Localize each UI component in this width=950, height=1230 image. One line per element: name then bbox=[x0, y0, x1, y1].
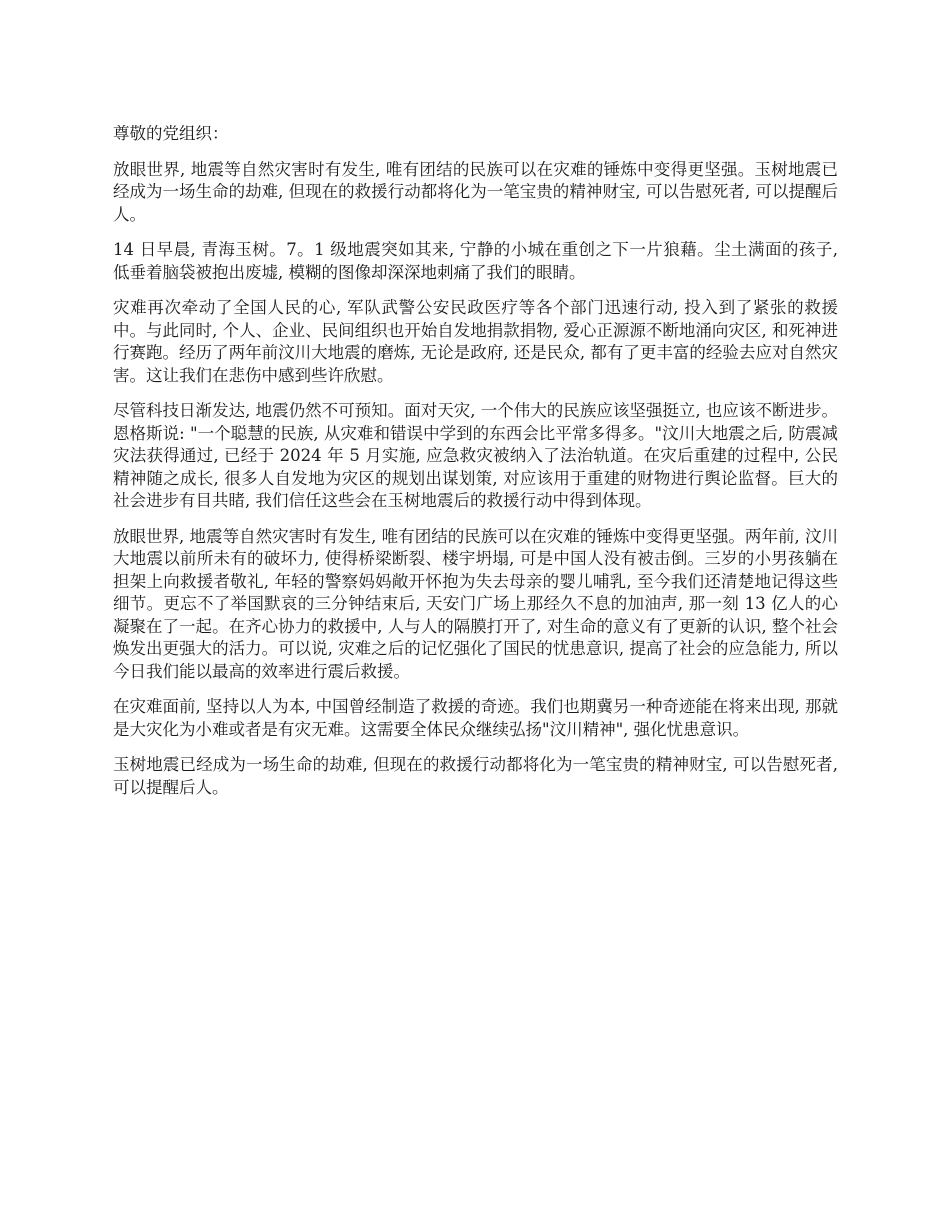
paragraph-1: 放眼世界, 地震等自然灾害时有发生, 唯有团结的民族可以在灾难的锤炼中变得更坚强。玉树地震已经成为一场生命的劫难, 但现在的救援行动都将化为一笔宝贵的精神财宝, 可以告慰死者, 可以提醒后人。 bbox=[113, 159, 838, 224]
paragraph-2: 14 日早晨, 青海玉树。7。1 级地震突如其来, 宁静的小城在重创之下一片狼藉。尘土满面的孩子, 低垂着脑袋被抱出废墟, 模糊的图像却深深地刺痛了我们的眼睛。 bbox=[113, 240, 838, 282]
salutation: 尊敬的党组织： bbox=[113, 124, 229, 143]
paragraph-6: 在灾难面前, 坚持以人为本, 中国曾经制造了救援的奇迹。我们也期冀另一种奇迹能在将来出现, 那就是大灾化为小难或者是有灾无难。这需要全体民众继续弘扬"汶川精神", 强化忧患意识。 bbox=[113, 697, 838, 739]
paragraph-3: 灾难再次牵动了全国人民的心, 军队武警公安民政医疗等各个部门迅速行动, 投入到了紧张的救援中。与此同时, 个人、企业、民间组织也开始自发地捐款捐物, 爱心正源源不断地涌向灾区, 和死神进行赛跑。经历了两年前汶川大地震的磨炼, 无论是政府, 还是民众, 都有了更丰富的经验去应对自然灾害。这让我们在悲伤中感到些许欣慰。 bbox=[113, 298, 838, 385]
paragraph-4: 尽管科技日渐发达, 地震仍然不可预知。面对天灾, 一个伟大的民族应该坚强挺立, 也应该不断进步。恩格斯说: "一个聪慧的民族, 从灾难和错误中学到的东西会比平常多得多。"汶川大地震之后, 防震减灾法获得通过, 已经于 2024 年 5 月实施, 应急救灾被纳入了法治轨道。在灾后重建的过程中, 公民精神随之成长, 很多人自发地为灾区的规划出谋划策, 对应该用于重建的财物进行舆论监督。巨大的社会进步有目共睹, 我们信任这些会在玉树地震后的救援行动中得到体现。 bbox=[113, 401, 838, 510]
paragraph-7: 玉树地震已经成为一场生命的劫难, 但现在的救援行动都将化为一笔宝贵的精神财宝, 可以告慰死者, 可以提醒后人。 bbox=[113, 755, 838, 797]
paragraph-5: 放眼世界, 地震等自然灾害时有发生, 唯有团结的民族可以在灾难的锤炼中变得更坚强。两年前, 汶川大地震以前所未有的破坏力, 使得桥梁断裂、楼宇坍塌, 可是中国人没有被击倒。三岁的小男孩躺在担架上向救援者敬礼, 年轻的警察妈妈敞开怀抱为失去母亲的婴儿哺乳, 至今我们还清楚地记得这些细节。更忘不了举国默哀的三分钟结束后, 天安门广场上那经久不息的加油声, 那一刻 13 亿人的心凝聚在了一起。在齐心协力的救援中, 人与人的隔膜打开了, 对生命的意义有了更新的认识, 整个社会焕发出更强大的活力。可以说, 灾难之后的记忆强化了国民的忧患意识, 提高了社会的应急能力, 所以今日我们能以最高的效率进行震后救援。 bbox=[113, 526, 838, 681]
